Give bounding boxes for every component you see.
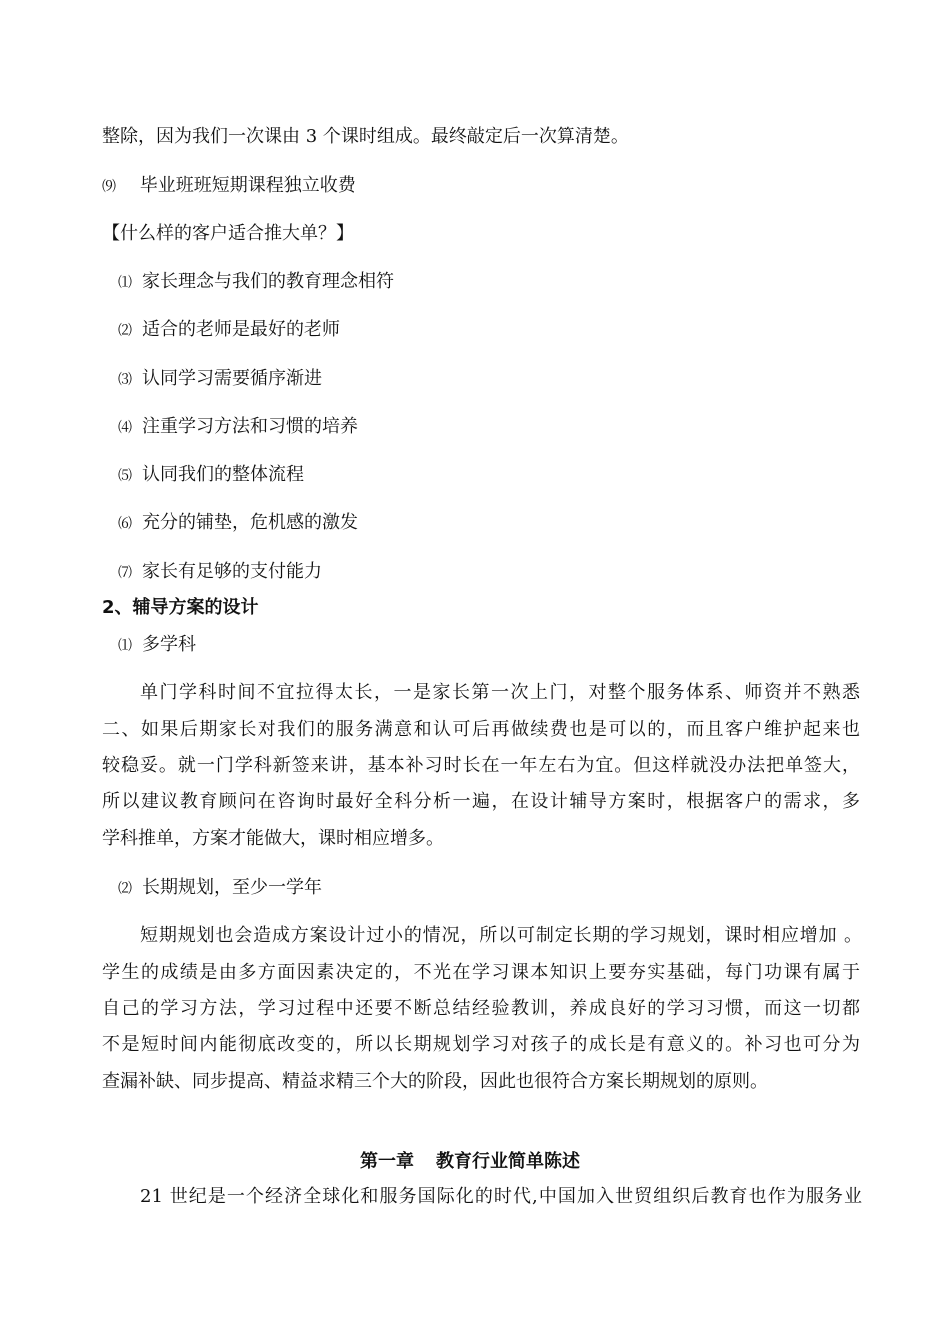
paragraph-line: 不是短时间内能彻底改变的，所以长期规划学习对孩子的成长是有意义的。补习也可分为 [102,1034,860,1055]
item-number: ⑺ [118,565,132,581]
customer-item [118,270,394,295]
item-number: ⑷ [118,420,132,436]
sub-heading [118,633,196,658]
section-heading-plan: 2、辅导方案的设计 [102,597,259,618]
customer-item [118,318,340,343]
item-text: 家长理念与我们的教育理念相符 [142,271,394,292]
item-text: 适合的老师是最好的老师 [142,319,340,340]
intro-line: 整除，因为我们一次课由 3 个课时组成。最终敲定后一次算清楚。 [102,126,629,147]
chapter-first-line: 21 世纪是一个经济全球化和服务国际化的时代,中国加入世贸组织后教育也作为服务业 [140,1186,862,1207]
item-text: 注重学习方法和习惯的培养 [142,416,358,437]
item-text: 多学科 [142,634,196,655]
customer-item [118,367,322,392]
item-number: ⑴ [118,275,132,291]
customer-item [118,560,322,585]
customer-item [118,463,304,488]
chapter-name: 教育行业简单陈述 [436,1151,580,1172]
item-9 [102,174,356,199]
item-number: ⑶ [118,372,132,388]
item-number: ⑹ [118,516,132,532]
paragraph-line: 二、如果后期家长对我们的服务满意和认可后再做续费也是可以的，而且客户维护起来也 [102,719,860,740]
chapter-number: 第一章 [360,1151,414,1172]
paragraph-line: 短期规划也会造成方案设计过小的情况，所以可制定长期的学习规划，课时相应增加 。 [140,925,862,946]
chapter-title [360,1150,580,1174]
item-text: 家长有足够的支付能力 [142,561,322,582]
sub-heading [118,876,322,901]
item-number: ⑼ [102,179,116,195]
item-text: 长期规划，至少一学年 [142,877,322,898]
item-text: 充分的铺垫，危机感的激发 [142,512,358,533]
paragraph-line: 较稳妥。就一门学科新签来讲，基本补习时长在一年左右为宜。但这样就没办法把单签大， [102,755,860,776]
item-text: 认同我们的整体流程 [142,464,304,485]
paragraph-line: 查漏补缺、同步提高、精益求精三个大的阶段，因此也很符合方案长期规划的原则。 [102,1071,768,1092]
paragraph-line: 学科推单，方案才能做大，课时相应增多。 [102,828,444,849]
item-number: ⑵ [118,881,132,897]
paragraph-line: 自己的学习方法，学习过程中还要不断总结经验教训，养成良好的学习习惯，而这一切都 [102,998,860,1019]
item-text: 毕业班班短期课程独立收费 [139,175,356,196]
item-number: ⑵ [118,323,132,339]
paragraph-line: 所以建议教育顾问在咨询时最好全科分析一遍，在设计辅导方案时，根据客户的需求，多 [102,791,860,812]
item-text: 认同学习需要循序渐进 [142,368,322,389]
item-number: ⑴ [118,638,132,654]
section-heading-customer: 【什么样的客户适合推大单？】 [102,223,354,244]
paragraph-line: 学生的成绩是由多方面因素决定的，不光在学习课本知识上要夯实基础，每门功课有属于 [102,962,860,983]
customer-item [118,415,358,440]
item-number: ⑸ [118,468,132,484]
customer-item [118,511,358,536]
paragraph-line: 单门学科时间不宜拉得太长，一是家长第一次上门，对整个服务体系、师资并不熟悉 [140,682,860,703]
